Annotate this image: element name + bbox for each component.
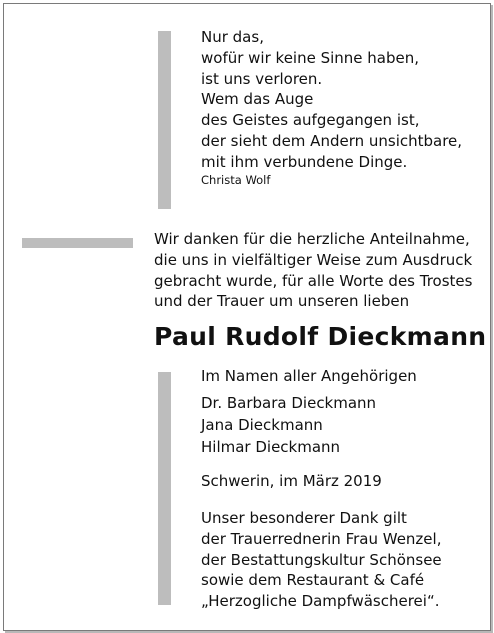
family-names [201, 392, 376, 458]
cross-vertical-bar-top [158, 31, 171, 209]
special-thanks-line: Unser besonderer Dank gilt [201, 509, 407, 527]
poem-line: Nur das, [201, 28, 264, 46]
thanks-line: gebracht wurde, für alle Worte des Trostes [154, 271, 473, 290]
thanks-line: die uns in vielfältiger Weise zum Ausdruck [154, 250, 473, 269]
special-thanks-line: der Trauerrednerin Frau Wenzel, [201, 529, 442, 548]
poem-line: wofür wir keine Sinne haben, [201, 48, 420, 67]
thanks-line: Wir danken für die herzliche Anteilnahme, [154, 230, 470, 248]
signature-intro: Im Namen aller Angehörigen [201, 367, 417, 385]
poem-line: mit ihm verbundene Dinge. [201, 152, 408, 171]
poem-line: ist uns verloren. [201, 69, 323, 88]
poem-author: Christa Wolf [201, 173, 271, 187]
family-name: Dr. Barbara Dieckmann [201, 394, 377, 412]
poem-line: Wem das Auge [201, 90, 314, 109]
thanks-line: und der Trauer um unseren lieben [154, 292, 410, 311]
poem-line: des Geistes aufgegangen ist, [201, 111, 420, 130]
cross-vertical-bar-bottom [158, 372, 171, 605]
special-thanks-line: „Herzogliche Dampfwäscherei“. [201, 592, 440, 611]
poem-quote [201, 27, 462, 173]
family-name: Hilmar Dieckmann [201, 438, 341, 456]
special-thanks [201, 508, 442, 612]
deceased-name: Paul Rudolf Dieckmann [154, 322, 487, 351]
thanks-paragraph [154, 229, 472, 312]
special-thanks-line: der Bestattungskultur Schönsee [201, 550, 442, 569]
cross-horizontal-bar [22, 238, 133, 248]
poem-line: der sieht dem Andern unsichtbare, [201, 131, 463, 150]
special-thanks-line: sowie dem Restaurant & Café [201, 571, 425, 590]
family-name: Jana Dieckmann [201, 416, 323, 434]
place-date: Schwerin, im März 2019 [201, 472, 382, 490]
